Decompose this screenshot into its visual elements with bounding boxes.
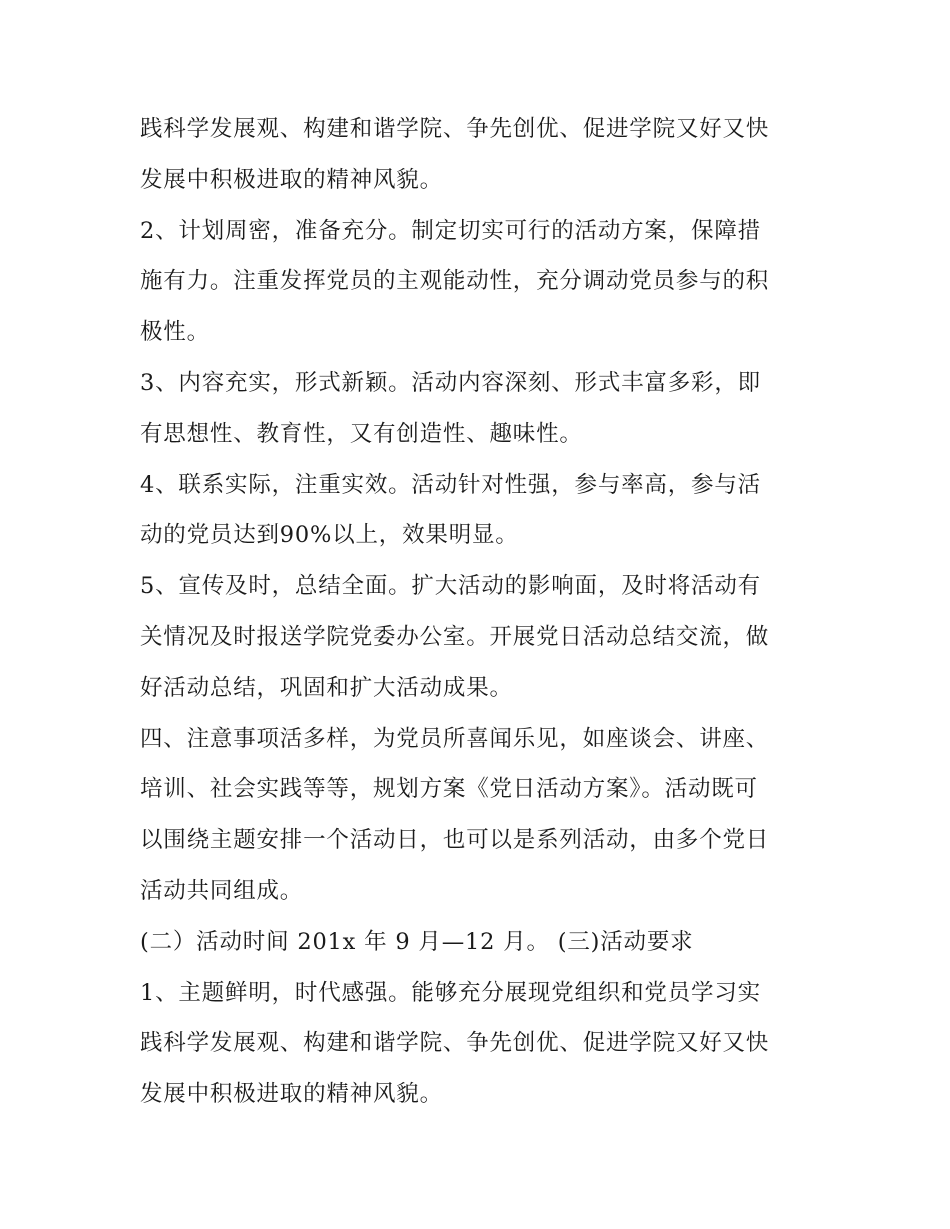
- document-body: [140, 104, 820, 1120]
- text-line: 1、主题鲜明，时代感强。能够充分展现党组织和党员学习实: [140, 979, 761, 1006]
- text-line: 活动共同组成。: [140, 877, 304, 904]
- text-line: 极性。: [140, 319, 210, 346]
- text-line: 2、计划周密，准备充分。制定切实可行的活动方案，保障措: [140, 217, 761, 244]
- text-line: 施有力。注重发挥党员的主观能动性，充分调动党员参与的积: [140, 268, 770, 295]
- text-line: 培训、社会实践等等，规划方案《党日活动方案》。活动既可: [140, 776, 758, 803]
- text-line: 以围绕主题安排一个活动日，也可以是系列活动，由多个党日: [140, 827, 770, 854]
- text-line: 5、宣传及时，总结全面。扩大活动的影响面，及时将活动有: [140, 573, 761, 600]
- text-line: 发展中积极进取的精神风貌。: [140, 166, 443, 193]
- text-line: 践科学发展观、构建和谐学院、争先创优、促进学院又好又快: [140, 1030, 770, 1057]
- text-line: (二）活动时间 201x 年 9 月—12 月。 (三)活动要求: [140, 928, 694, 955]
- text-line: 践科学发展观、构建和谐学院、争先创优、促进学院又好又快: [140, 116, 770, 142]
- text-line: 4、联系实际，注重实效。活动针对性强，参与率高，参与活: [140, 471, 761, 498]
- text-line: 好活动总结，巩固和扩大活动成果。: [140, 674, 513, 701]
- text-line: 动的党员达到90%以上，效果明显。: [140, 522, 519, 549]
- text-line: 3、内容充实，形式新颖。活动内容深刻、形式丰富多彩，即: [140, 369, 761, 396]
- text-line: 有思想性、教育性，又有创造性、趣味性。: [140, 420, 583, 447]
- text-line: 发展中积极进取的精神风貌。: [140, 1081, 443, 1108]
- text-line: 四、注意事项活多样，为党员所喜闻乐见，如座谈会、讲座、: [140, 725, 770, 752]
- text-line: 关情况及时报送学院党委办公室。开展党日活动总结交流，做: [140, 623, 770, 650]
